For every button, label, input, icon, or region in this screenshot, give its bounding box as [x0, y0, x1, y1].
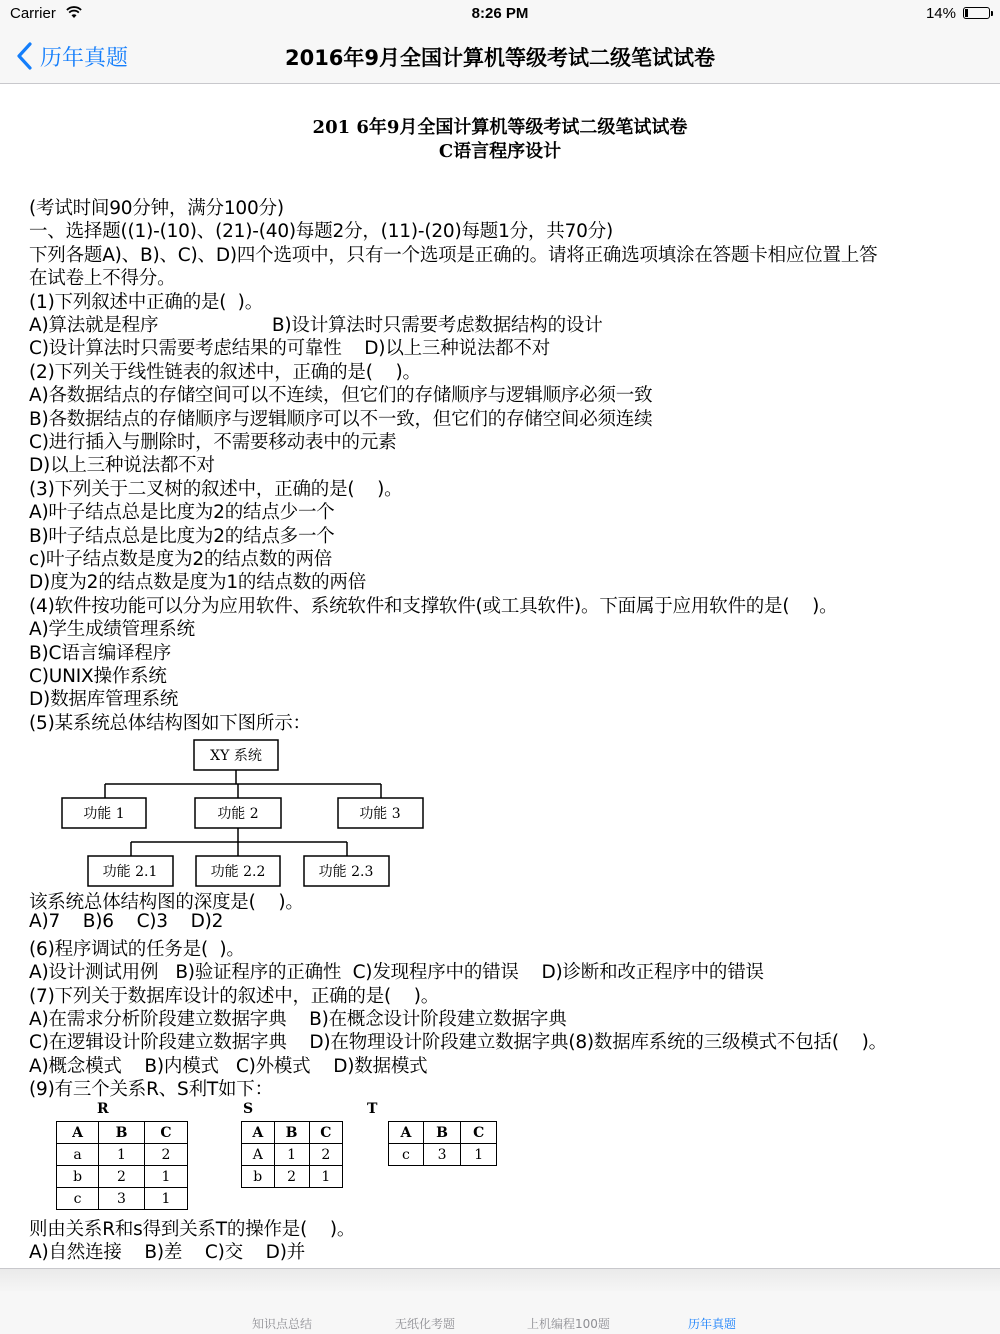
document-subtitle: C语言程序设计: [438, 141, 562, 162]
relation-cell: 1: [144, 1188, 187, 1210]
tab-programming-100[interactable]: 上机编程100题: [527, 1317, 610, 1331]
relation-cell: 3: [423, 1144, 461, 1166]
question-line: 则由关系R和s得到关系T的操作是( )。: [29, 1219, 356, 1240]
clock: 8:26 PM: [471, 5, 529, 22]
relation-cell: 1: [309, 1166, 342, 1188]
question-line: (6)程序调试的任务是( )。: [29, 938, 245, 960]
relation-cell: 1: [99, 1144, 145, 1166]
relation-r-label: R: [97, 1101, 109, 1117]
question-line: A)设计测试用例 B)验证程序的正确性 C)发现程序中的错误 D)诊断和改正程序中的错误: [29, 962, 764, 984]
relation-s-table: [241, 1121, 343, 1188]
question-line: B)叶子结点总是比度为2的结点多一个: [29, 525, 335, 547]
relation-t-table: [388, 1121, 497, 1166]
question-line: A)算法就是程序 B)设计算法时只需要考虑数据结构的设计: [29, 315, 603, 336]
diagram-label-1: 功能 1: [83, 806, 125, 822]
relation-cell: c: [389, 1144, 424, 1166]
relation-header-cell: B: [274, 1122, 309, 1144]
battery-percent: 14%: [925, 5, 956, 22]
relation-header-row: [57, 1122, 188, 1144]
relation-header-cell: C: [309, 1122, 342, 1144]
carrier-label: Carrier: [10, 5, 56, 22]
question-line: (3)下列关于二叉树的叙述中，正确的是( )。: [29, 478, 403, 500]
tab-paperless-questions[interactable]: 无纸化考题: [395, 1317, 456, 1331]
relation-header-cell: A: [389, 1122, 424, 1144]
relation-cell: 2: [274, 1166, 309, 1188]
relation-row: [57, 1144, 188, 1166]
relation-r-table: [56, 1121, 188, 1210]
question-line: (7)下列关于数据库设计的叙述中，正确的是( )。: [29, 985, 440, 1007]
diagram-label-2-3: 功能 2.3: [318, 864, 374, 880]
question-line: A)在需求分析阶段建立数据字典 B)在概念设计阶段建立数据字典: [29, 1009, 567, 1030]
status-bar: [0, 0, 1000, 28]
question-line: A)叶子结点总是比度为2的结点少一个: [29, 502, 335, 524]
relation-cell: 1: [144, 1166, 187, 1188]
question-line: C)UNIX操作系统: [29, 666, 167, 687]
relation-cell: 3: [99, 1188, 145, 1210]
question-line: D)数据库管理系统: [29, 689, 179, 711]
diagram-label-2-2: 功能 2.2: [210, 864, 266, 880]
document-view[interactable]: [0, 85, 1000, 1267]
battery-icon: [963, 7, 990, 19]
relation-cell: b: [242, 1166, 275, 1188]
back-button-label: 历年真题: [40, 45, 129, 71]
diagram-label-3: 功能 3: [359, 806, 401, 822]
relation-cell: 1: [274, 1144, 309, 1166]
question-line: A)7 B)6 C)3 D)2: [29, 911, 224, 933]
relation-row: [242, 1144, 343, 1166]
relation-cell: A: [242, 1144, 275, 1166]
relation-cell: a: [57, 1144, 99, 1166]
question-line: D)度为2的结点数是度为1的结点数的两倍: [29, 572, 367, 594]
relation-row: [389, 1144, 497, 1166]
question-line: (1)下列叙述中正确的是( )。: [29, 291, 264, 313]
battery-fill: [965, 9, 968, 17]
question-line: (2)下列关于线性链表的叙述中，正确的是( )。: [29, 361, 421, 383]
tab-bar: [0, 1268, 1000, 1334]
relation-header-cell: B: [99, 1122, 145, 1144]
question-line: 在试卷上不得分。: [29, 268, 176, 290]
question-line: C)设计算法时只需要考虑结果的可靠性 D)以上三种说法都不对: [29, 338, 551, 360]
question-line: B)C语言编译程序: [29, 642, 172, 664]
question-line: 该系统总体结构图的深度是( )。: [29, 892, 304, 913]
diagram-label-2-1: 功能 2.1: [102, 864, 158, 880]
relation-header-cell: B: [423, 1122, 461, 1144]
question-line: (5)某系统总体结构图如下图所示：: [29, 712, 311, 734]
question-line: (考试时间90分钟，满分100分): [29, 198, 284, 219]
diagram-label-2: 功能 2: [217, 806, 259, 822]
question-line: D)以上三种说法都不对: [29, 455, 215, 477]
relation-cell: 2: [99, 1166, 145, 1188]
page-title: 2016年9月全国计算机等级考试二级笔试试卷: [284, 46, 716, 70]
question-line: C)进行插入与删除时，不需要移动表中的元素: [29, 432, 397, 453]
relation-header-cell: A: [242, 1122, 275, 1144]
question-line: A)各数据结点的存储空间可以不连续，但它们的存储顺序与逻辑顺序必须一致: [29, 385, 653, 407]
question-line: C)在逻辑设计阶段建立数据字典 D)在物理设计阶段建立数据字典(8)数据库系统的三级模式不包括( )。: [29, 1032, 887, 1054]
relation-cell: 1: [461, 1144, 497, 1166]
relation-t-label: T: [367, 1101, 378, 1117]
relation-row: [242, 1166, 343, 1188]
relation-row: [57, 1166, 188, 1188]
navigation-bar: [0, 28, 1000, 84]
relation-header-cell: A: [57, 1122, 99, 1144]
question-line: c)叶子结点数是度为2的结点数的两倍: [29, 549, 333, 570]
system-structure-diagram: [55, 737, 455, 892]
relation-header-row: [389, 1122, 497, 1144]
question-line: A)概念模式 B)内模式 C)外模式 D)数据模式: [29, 1055, 428, 1077]
question-line: 下列各题A)、B)、C)、D)四个选项中，只有一个选项是正确的。请将正确选项填涂在答题卡相应位置上答: [29, 244, 878, 266]
question-line: (4)软件按功能可以分为应用软件、系统软件和支撑软件(或工具软件)。下面属于应用软件的是( )。: [29, 595, 838, 617]
relation-s-label: S: [243, 1101, 254, 1117]
relation-row: [57, 1188, 188, 1210]
question-line: A)自然连接 B)差 C)交 D)并: [29, 1242, 306, 1264]
tab-knowledge-summary[interactable]: 知识点总结: [252, 1317, 313, 1331]
relation-cell: 2: [144, 1144, 187, 1166]
question-line: (9)有三个关系R、S利T如下：: [29, 1079, 273, 1101]
question-line: B)各数据结点的存储顺序与逻辑顺序可以不一致，但它们的存储空间必须连续: [29, 408, 653, 430]
question-line: 一、选择题((1)-(10)、(21)-(40)每题2分，(11)-(20)每题1分，共70分): [29, 221, 614, 243]
diagram-label-root: XY 系统: [210, 748, 262, 764]
relation-header-row: [242, 1122, 343, 1144]
document-title: 201 6年9月全国计算机等级考试二级笔试试卷: [312, 117, 688, 138]
tab-past-exams[interactable]: 历年真题: [688, 1317, 737, 1331]
relation-cell: 2: [309, 1144, 342, 1166]
relation-header-cell: C: [461, 1122, 497, 1144]
relation-cell: c: [57, 1188, 99, 1210]
relation-cell: b: [57, 1166, 99, 1188]
relation-header-cell: C: [144, 1122, 187, 1144]
question-line: A)学生成绩管理系统: [29, 619, 195, 641]
